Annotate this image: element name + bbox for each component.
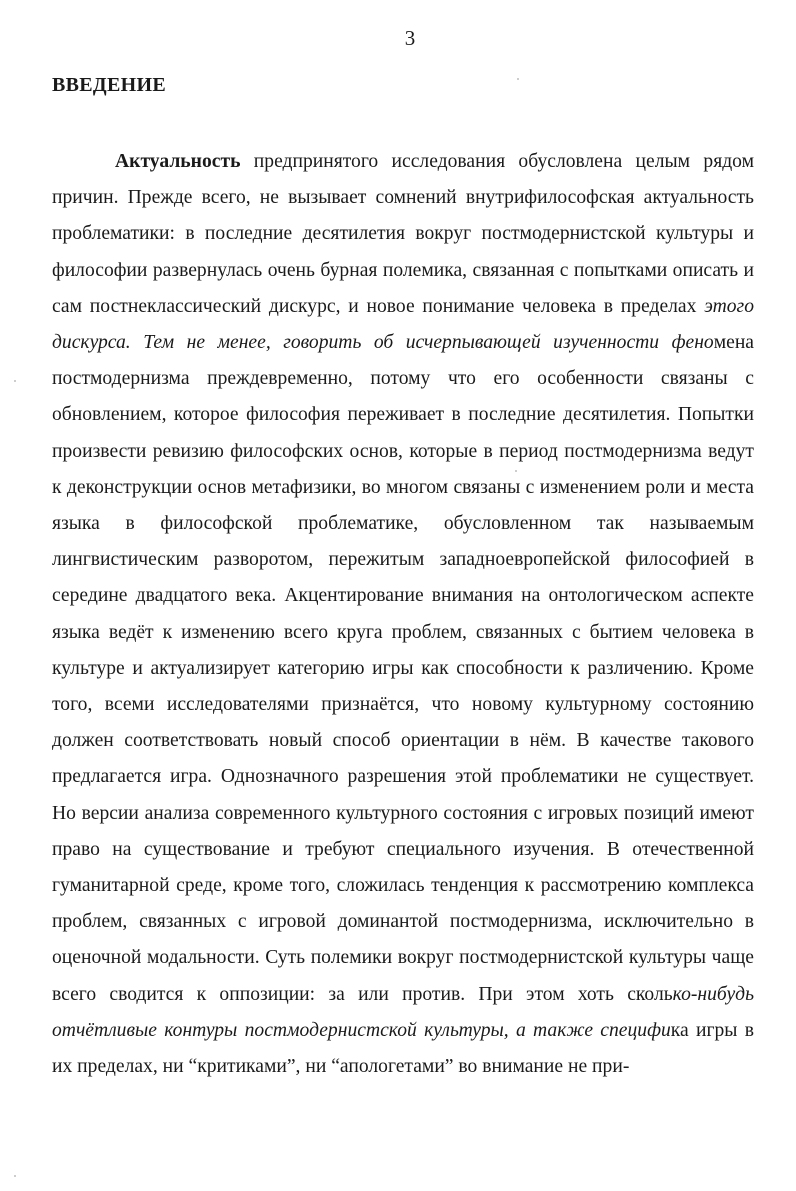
scan-speck	[14, 1175, 16, 1177]
paragraph-italic-1: этого дискурса. Тем не менее, говорить об исчерпывающей изученности фено	[52, 295, 754, 354]
scan-speck	[515, 470, 517, 472]
paragraph-italic-2: ко-нибудь отчётливые контуры постмодернистской культуры, а также специфи	[52, 983, 754, 1041]
paragraph-text-1: предпринятого исследования обусловлена целым рядом причин. Прежде всего, не вызывает сомнений внутрифилософская актуальность проблематики: в последние десятилетия вокруг постмодернистской культуры и философии развернулась очень бурная полемика, связанная с попытками описать и сам постнеклассический дискурс, и новое понимание человека в пределах	[52, 151, 754, 317]
paragraph-text-2: мена постмодернизма преждевременно, потому что его особенности связаны с обновлением, которое философия переживает в последние десятилетия. Попытки произвести ревизию философских основ, которые в период постмодернизма ведут к деконструкции основ метафизики, во многом связаны с изменением роли и места языка в философской проблематике, обусловленном так называемым лингвистическим разворотом, пережитым западноевропейской философией в середине двадцатого века. Акцентирование внимания на онтологическом аспекте языка ведёт к изменению всего круга проблем, связанных с бытием человека в культуре и актуализирует категорию игры как способности к различению. Кроме того, всеми исследователями признаётся, что новому культурному состоянию должен соответствовать новый способ ориентации в нём. В качестве такового предлагается игра. Однозначного разрешения этой проблематики не существует. Но версии анализа современного культурного состояния с игровых позиций имеют право на существование и требуют специального изучения. В отечественной гуманитарной среде, кроме того, сложилась тенденция к рассмотрению комплекса проблем, связанных с игровой доминантой постмодернизма, исключительно в оценочной модальности. Суть полемики вокруг постмодернистской культуры чаще всего сводится к оппозиции: за или против. При этом хоть сколь	[52, 332, 754, 1005]
scan-speck	[14, 380, 16, 382]
section-heading: ВВЕДЕНИЕ	[52, 74, 166, 96]
body-paragraph	[52, 144, 754, 1085]
relevance-term: Актуальность	[115, 151, 241, 172]
scan-speck	[517, 78, 519, 80]
page-number: 3	[404, 26, 416, 50]
paragraph-text-3: ка игры в их пределах, ни “критиками”, ни “апологетами” во внимание не при-	[52, 1019, 754, 1078]
